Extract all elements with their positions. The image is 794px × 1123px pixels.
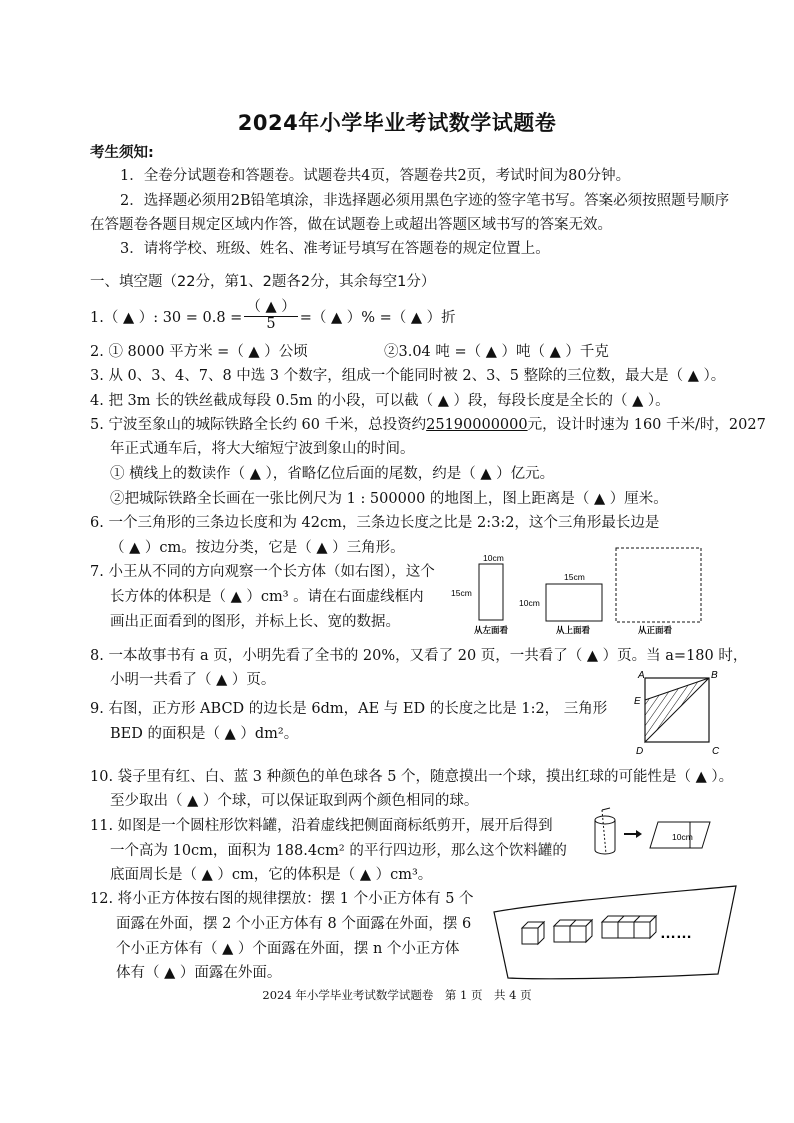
notice-heading: 考生须知: bbox=[90, 145, 154, 161]
q1-denominator: 5 bbox=[266, 315, 276, 332]
question-12-line-1: 12. 将小正方体按右图的规律摆放：摆 1 个小正方体有 5 个 bbox=[90, 891, 474, 907]
front-view-dashed-box[interactable] bbox=[616, 548, 701, 622]
question-7-line-2: 长方体的体积是（ ▲ ）cm³ 。请在右面虚线框内 bbox=[110, 589, 424, 605]
question-12-line-2: 面露在外面，摆 2 个小正方体有 8 个面露在外面，摆 6 bbox=[116, 916, 472, 932]
question-12-line-4: 体有（ ▲ ）面露在外面。 bbox=[116, 965, 282, 981]
question-2a: 2. ① 8000 平方米 =（ ▲ ）公顷 bbox=[90, 344, 308, 360]
question-7-line-1: 7. 小王从不同的方向观察一个长方体（如右图），这个 bbox=[90, 564, 435, 580]
question-11-line-3: 底面周长是（ ▲ ）cm，它的体积是（ ▲ ）cm³。 bbox=[110, 867, 433, 883]
label-e: E bbox=[634, 696, 641, 707]
question-11-line-2: 一个高为 10cm，面积为 188.4cm² 的平行四边形，那么这个饮料罐的 bbox=[110, 843, 567, 859]
question-5-line-4: ②把城际铁路全长画在一张比例尺为 1 : 500000 的地图上，图上距离是（ ▲ ）厘米。 bbox=[110, 491, 668, 507]
question-7-line-3: 画出正面看到的图形，并标上长、宽的数据。 bbox=[110, 614, 400, 630]
top-view-caption: 从上面看 bbox=[556, 625, 591, 635]
label-b: B bbox=[711, 670, 718, 681]
question-10-line-2: 至少取出（ ▲ ）个球，可以保证取到两个颜色相同的球。 bbox=[110, 793, 479, 809]
question-6-line-2: （ ▲ ）cm。按边分类，它是（ ▲ ）三角形。 bbox=[110, 540, 405, 556]
front-view-caption: 从正面看 bbox=[638, 625, 673, 635]
q1-numerator: （ ▲ ） bbox=[246, 299, 296, 316]
label-a: A bbox=[638, 670, 645, 681]
left-view-caption: 从左面看 bbox=[474, 625, 509, 635]
notice-line-3: 在答题卷各题目规定区域内作答，做在试题卷上或超出答题区域书写的答案无效。 bbox=[90, 217, 612, 233]
left-view-top-label: 10cm bbox=[483, 553, 504, 563]
top-view-side-label: 10cm bbox=[519, 598, 540, 608]
arrow-icon bbox=[636, 830, 642, 838]
question-2b: ②3.04 吨 =（ ▲ ）吨（ ▲ ）千克 bbox=[384, 344, 609, 360]
notice-line-2: 2．选择题必须用2B铅笔填涂，非选择题必须用黑色字迹的签字笔书写。答案必须按照题号顺序 bbox=[120, 193, 730, 209]
left-view-side-label: 15cm bbox=[451, 588, 472, 598]
question-1 bbox=[90, 298, 456, 334]
page-title: 2024年小学毕业考试数学试题卷 bbox=[237, 111, 557, 135]
cube-group-2 bbox=[554, 920, 592, 942]
question-4: 4. 把 3m 长的铁丝截成每段 0.5m 的小段，可以截（ ▲ ）段，每段长度是全长的（ ▲ ）。 bbox=[90, 393, 670, 409]
question-8-line-2: 小明一共看了（ ▲ ）页。 bbox=[110, 672, 276, 688]
label-d: D bbox=[636, 746, 644, 757]
q11-can-figure bbox=[588, 806, 718, 862]
can-top bbox=[595, 816, 615, 824]
section-heading: 一、填空题（22分，第1、2题各2分，其余每空1分） bbox=[90, 274, 436, 290]
q12-cubes-figure bbox=[490, 882, 742, 982]
question-12-line-3: 个小正方体有（ ▲ ）个面露在外面，摆 n 个小正方体 bbox=[116, 941, 460, 957]
question-5-line-1 bbox=[90, 413, 766, 434]
q5-text: 5. 宁波至象山的城际铁路全长约 60 千米，总投资约 bbox=[90, 417, 427, 433]
q1-fraction bbox=[244, 300, 297, 331]
continuation-dots: …… bbox=[660, 925, 692, 942]
q7-views-figure bbox=[448, 546, 718, 638]
left-view-rect bbox=[479, 564, 503, 620]
cube-group-3 bbox=[602, 916, 656, 938]
question-5-line-3: ① 横线上的数读作（ ▲ ），省略亿位后面的尾数，约是（ ▲ ）亿元。 bbox=[110, 466, 555, 482]
question-9-line-2: BED 的面积是（ ▲ ）dm²。 bbox=[110, 726, 299, 742]
triangle-bed bbox=[645, 678, 709, 742]
parallelogram-height-label: 10cm bbox=[672, 832, 693, 842]
question-5-line-2: 年正式通车后，将大大缩短宁波到象山的时间。 bbox=[110, 441, 415, 457]
question-11-line-1: 11. 如图是一个圆柱形饮料罐，沿着虚线把侧面商标纸剪开，展开后得到 bbox=[90, 818, 553, 834]
q1-pre: 1.（ ▲ ）: 30 = 0.8 = bbox=[90, 309, 243, 326]
question-8-line-1: 8. 一本故事书有 a 页，小明先看了全书的 20%，又看了 20 页，一共看了（ ▲ ）页。当 a=180 时， bbox=[90, 648, 748, 664]
q9-square-figure bbox=[628, 666, 728, 762]
notice-line-1: 1．全卷分试题卷和答题卷。试题卷共4页，答题卷共2页，考试时间为80分钟。 bbox=[120, 168, 631, 184]
page-footer: 2024 年小学毕业考试数学试题卷 第 1 页 共 4 页 bbox=[262, 988, 532, 1002]
top-view-rect bbox=[546, 584, 602, 621]
top-view-top-label: 15cm bbox=[564, 572, 585, 582]
q5-text-end: 元，设计时速为 160 千米/时，2027 bbox=[527, 417, 766, 433]
label-c: C bbox=[712, 746, 720, 757]
q5-underlined-number: 25190000000 bbox=[426, 417, 528, 433]
question-10-line-1: 10. 袋子里有红、白、蓝 3 种颜色的单色球各 5 个，随意摸出一个球，摸出红球的可能性是（ ▲ ）。 bbox=[90, 769, 734, 785]
question-6-line-1: 6. 一个三角形的三条边长度和为 42cm，三条边长度之比是 2:3:2，这个三角形最长边是 bbox=[90, 515, 660, 531]
question-9-line-1: 9. 右图，正方形 ABCD 的边长是 6dm，AE 与 ED 的长度之比是 1:2， 三角形 bbox=[90, 701, 608, 717]
question-3: 3. 从 0、3、4、7、8 中选 3 个数字，组成一个能同时被 2、3、5 整除的三位数，最大是（ ▲ ）。 bbox=[90, 368, 726, 384]
q1-post: =（ ▲ ）% =（ ▲ ）折 bbox=[299, 309, 456, 326]
cube-group-1 bbox=[522, 922, 544, 944]
notice-line-4: 3．请将学校、班级、姓名、准考证号填写在答题卷的规定位置上。 bbox=[120, 241, 550, 257]
